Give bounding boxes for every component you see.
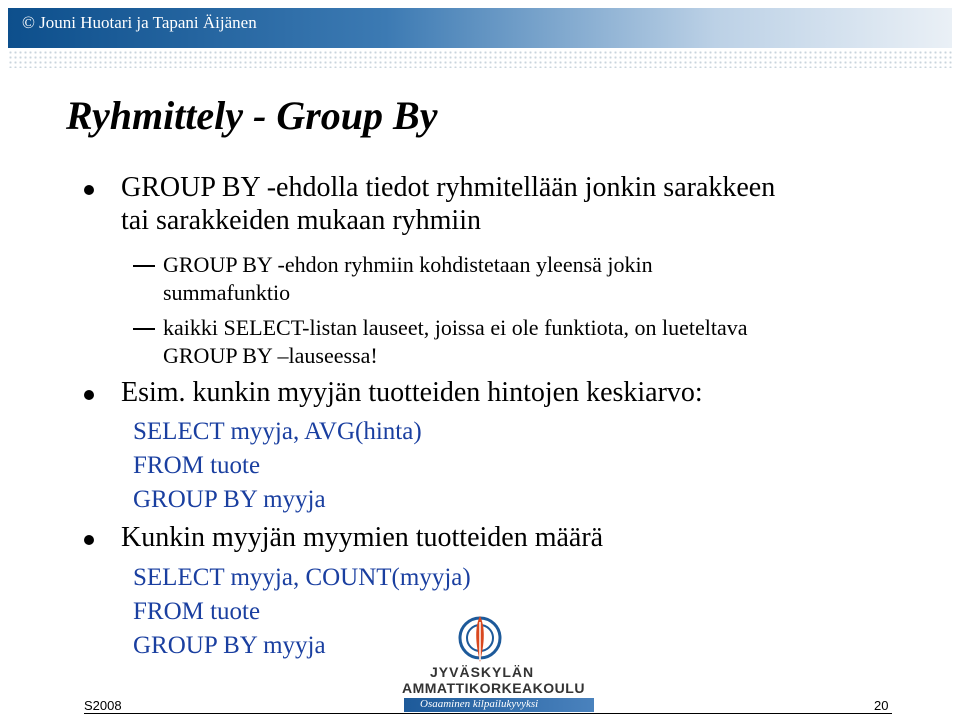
code2-line3: GROUP BY myyja (133, 632, 326, 659)
sub1-line2: summafunktio (163, 280, 291, 305)
code1-line1: SELECT myyja, AVG(hinta) (133, 418, 422, 445)
bullet3-line1: Kunkin myyjän myymien tuotteiden määrä (121, 522, 604, 553)
sub1-line1: GROUP BY -ehdon ryhmiin kohdistetaan yleensä jokin (163, 252, 653, 277)
dash-icon (133, 265, 155, 267)
jamk-emblem-icon (458, 612, 502, 664)
sub2-line2: GROUP BY –lauseessa! (163, 343, 378, 368)
code2-line2: FROM tuote (133, 598, 261, 625)
logo-text-line2: AMMATTIKORKEAKOULU (402, 680, 585, 696)
bullet-icon (84, 185, 94, 195)
bullet1-line2: tai sarakkeiden mukaan ryhmiin (121, 205, 481, 236)
logo-text-line1: JYVÄSKYLÄN (430, 664, 535, 680)
copyright-text: © Jouni Huotari ja Tapani Äijänen (22, 13, 257, 32)
footer-label: S2008 (84, 698, 122, 713)
bullet2-line1: Esim. kunkin myyjän tuotteiden hintojen keskiarvo: (121, 377, 703, 408)
slide-title: Ryhmittely - Group By (66, 93, 438, 138)
footer-divider (84, 713, 892, 714)
dash-icon (133, 328, 155, 330)
bullet-icon (84, 535, 94, 545)
bullet1-line1: GROUP BY -ehdolla tiedot ryhmitellään jonkin sarakkeen (121, 172, 776, 203)
page-number: 20 (874, 698, 889, 713)
bullet-icon (84, 390, 94, 400)
code1-line3: GROUP BY myyja (133, 486, 326, 513)
code2-line1: SELECT myyja, COUNT(myyja) (133, 564, 471, 591)
code1-line2: FROM tuote (133, 452, 261, 479)
sub2-line1: kaikki SELECT-listan lauseet, joissa ei ole funktiota, on lueteltava (163, 315, 748, 340)
slogan-text: Osaaminen kilpailukyvyksi (420, 698, 539, 710)
